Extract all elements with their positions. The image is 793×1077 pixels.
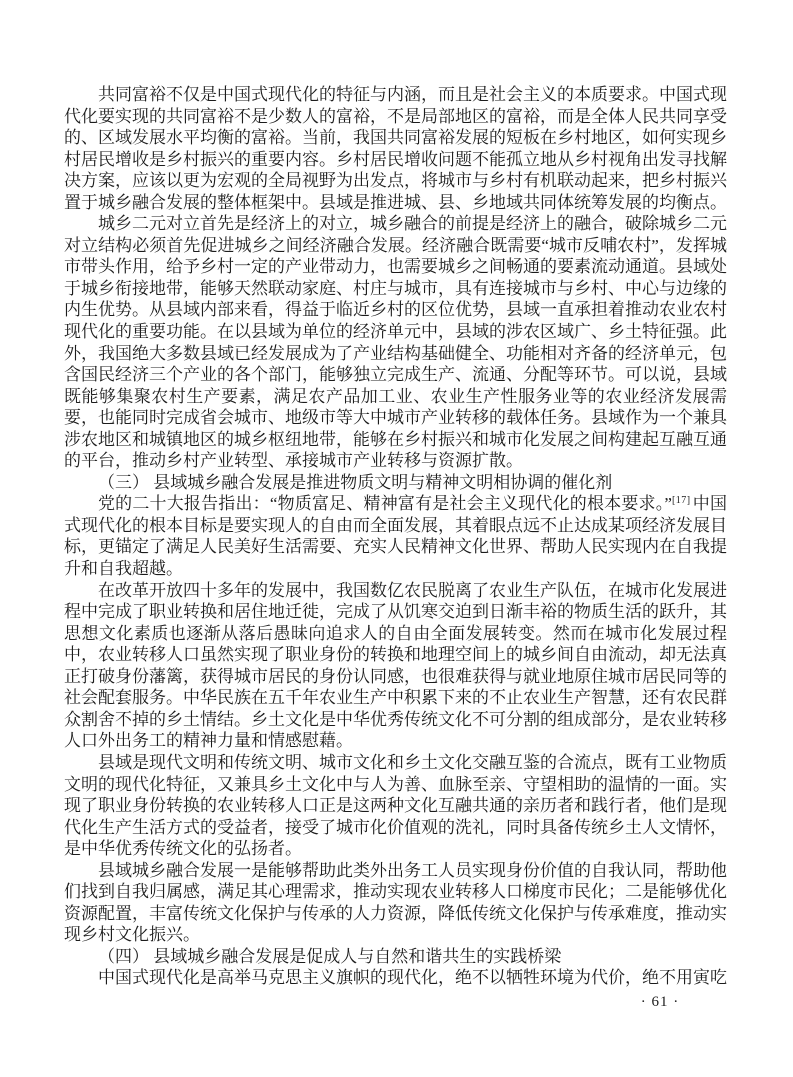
page-content — [64, 84, 727, 989]
paragraph-reform-opening-migration: 在改革开放四十多年的发展中，我国数亿农民脱离了农业生产队伍，在城市化发展进程中完成了职业转换和居住地迁徙，完成了从饥寒交迫到日渐丰裕的物质生活的跃升，其思想文化素质也逐渐从落后愚昧向追求人的自由全面发展转变。然而在城市化发展过程中，农业转移人口虽然实现了职业身份的转换和地理空间上的城乡间自由流动，却无法真正打破身份藩篱，获得城市居民的身份认同感，也很难获得与就业地原住城市居民同等的社会配套服务。中华民族在五千年农业生产中积累下来的不止农业生产智慧，还有农民群众割舍不掉的乡土情结。乡土文化是中华优秀传统文化不可分割的组成部分，是农业转移人口外出务工的精神力量和情感慰藉。 — [64, 580, 727, 751]
section-heading-four: （四） 县域城乡融合发展是促成人与自然和谐共生的实践桥梁 — [98, 946, 562, 966]
section-heading-three: （三） 县域城乡融合发展是推进物质文明与精神文明相协调的催化剂 — [98, 472, 613, 492]
citation-17: [17] — [671, 494, 691, 506]
page-number: · 61 · — [640, 994, 680, 1010]
paragraph-identity-and-culture-revitalization: 县域城乡融合发展一是能够帮助此类外出务工人员实现身份价值的自我认同，帮助他们找到自我归属感，满足其心理需求，推动实现农业转移人口梯度市民化；二是能够优化资源配置，丰富传统文化保护与传承的人力资源，降低传统文化保护与传承难度，推动实现乡村文化振兴。 — [64, 860, 727, 945]
paragraph-urban-rural-economic-integration: 城乡二元对立首先是经济上的对立，城乡融合的前提是经济上的融合，破除城乡二元对立结构必须首先促进城乡之间经济融合发展。经济融合既需要“城市反哺农村”，发挥城市带头作用，给予乡村一定的产业带动力，也需要城乡之间畅通的要素流动通道。县域处于城乡衔接地带，能够天然联动家庭、村庄与城市，具有连接城市与乡村、中心与边缘的内生优势。从县域内部来看，得益于临近乡村的区位优势，县域一直承担着推动农业农村现代化的重要功能。在以县域为单位的经济单元中，县域的涉农区域广、乡土特征强。此外，我国绝大多数县域已经发展成为了产业结构基础健全、功能相对齐备的经济单元，包含国民经济三个产业的各个部门，能够独立完成生产、流通、分配等环节。可以说，县域既能够集聚农村生产要素，满足农产品加工业、农业生产性服务业等的农业经济发展需要，也能同时完成省会城市、地级市等大中城市产业转移的载体任务。县域作为一个兼具涉农地区和城镇地区的城乡枢纽地带，能够在乡村振兴和城市化发展之间构建起互融互通的平台，推动乡村产业转型、承接城市产业转移与资源扩散。 — [64, 214, 727, 471]
paragraph-county-culture-confluence: 县域是现代文明和传统文明、城市文化和乡土文化交融互鉴的合流点，既有工业物质文明的现代化特征，又兼具乡土文化中与人为善、血脉至亲、守望相助的温情的一面。实现了职业身份转换的农业转移人口正是这两种文化互融共通的亲历者和践行者，他们是现代化生产生活方式的受益者，接受了城市化价值观的洗礼，同时具备传统乡土人文情怀，是中华优秀传统文化的弘扬者。 — [64, 752, 727, 859]
paragraph-party-congress-quote — [64, 493, 727, 579]
paragraph-common-prosperity: 共同富裕不仅是中国式现代化的特征与内涵，而且是社会主义的本质要求。中国式现代化要实现的共同富裕不是少数人的富裕，不是局部地区的富裕，而是全体人民共同享受的、区域发展水平均衡的富裕。当前，我国共同富裕发展的短板在乡村地区，如何实现乡村居民增收是乡村振兴的重要内容。乡村居民增收问题不能孤立地从乡村视角出发寻找解决方案，应该以更为宏观的全局视野为出发点，将城市与乡村有机联动起来，把乡村振兴置于城乡融合发展的整体框架中。县域是推进城、县、乡地域共同体统筹发展的均衡点。 — [64, 85, 727, 212]
paragraph-marxism-modernization: 中国式现代化是高举马克思主义旗帜的现代化，绝不以牺牲环境为代价，绝不用寅吃 — [98, 968, 727, 988]
quote-continuation-text: 中国式现代化的根本目标是要实现人的自由而全面发展，其着眼点远不止达成某项经济发展目标，更锚定了满足人民美好生活需要、充实人民精神文化世界、帮助人民实现内在自我提升和自我超越。 — [64, 494, 727, 579]
quote-text: 党的二十大报告指出：“物质富足、精神富有是社会主义现代化的根本要求。” — [98, 494, 672, 514]
